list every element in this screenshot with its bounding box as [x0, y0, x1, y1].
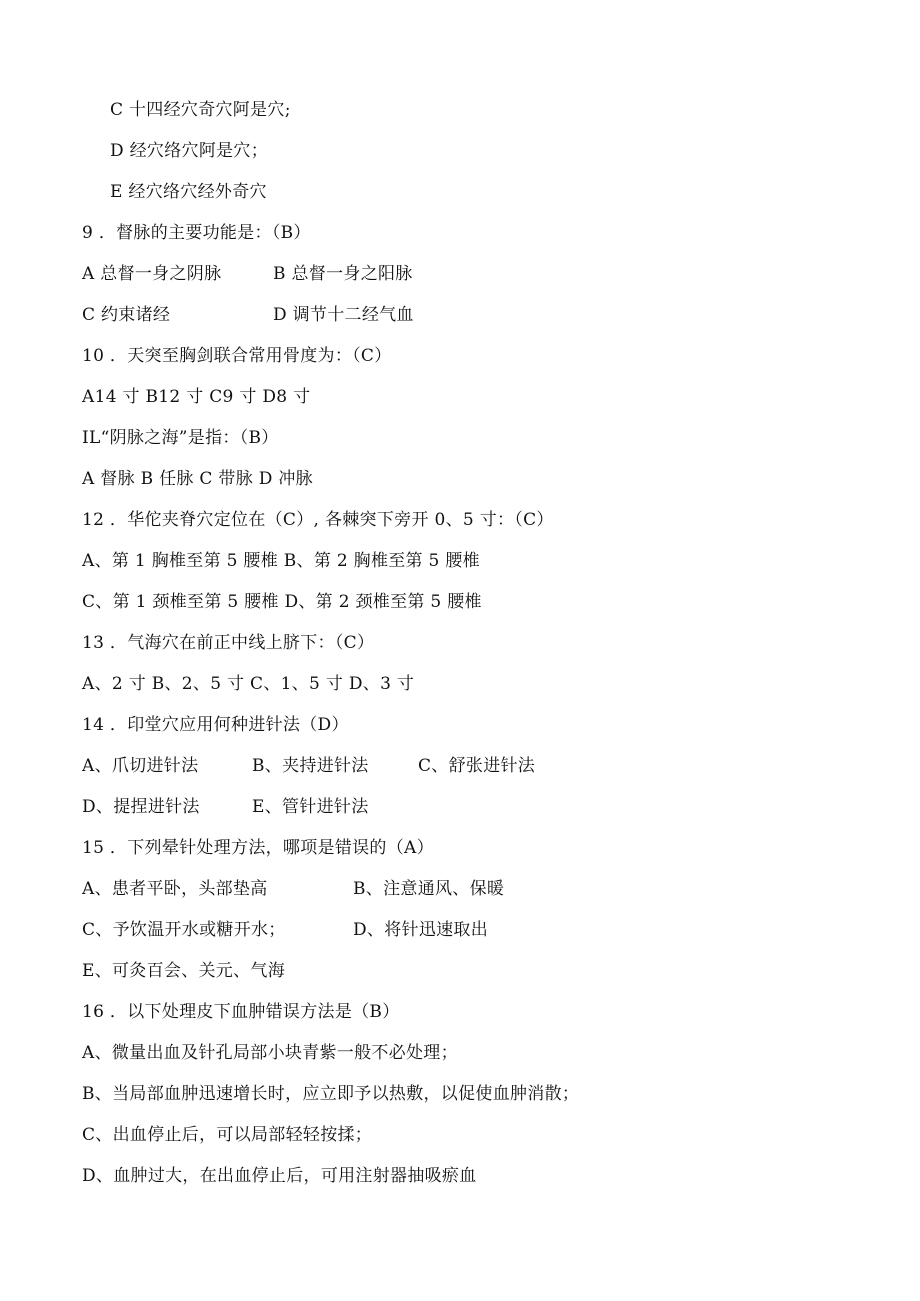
q14-option-c: C、舒张进针法: [418, 756, 536, 776]
q16-option-b: B、当局部血肿迅速增长时，应立即予以热敷，以促使血肿消散；: [82, 1084, 580, 1104]
q8-option-c: C 十四经穴奇穴阿是穴;: [110, 100, 291, 120]
q15-question: 15 ．下列晕针处理方法，哪项是错误的（A）: [82, 838, 434, 858]
q15-option-e: E、可灸百会、关元、气海: [82, 961, 286, 981]
q14-option-a: A、爪切进针法: [82, 756, 199, 776]
q14-option-b: B、夹持进针法: [252, 756, 369, 776]
q16-question: 16 ．以下处理皮下血肿错误方法是（B）: [82, 1002, 400, 1022]
q14-option-d: D、提捏进针法: [82, 797, 200, 817]
q9-option-d: D 调节十二经气血: [273, 305, 414, 325]
q15-option-a: A、患者平卧，头部垫高: [82, 879, 268, 899]
q13-options: A、2 寸 B、2、5 寸 C、1、5 寸 D、3 寸: [82, 674, 415, 694]
q8-option-e: E 经穴络穴经外奇穴: [110, 182, 267, 202]
q11-options: A 督脉 B 任脉 C 带脉 D 冲脉: [82, 469, 313, 489]
q14-option-e: E、管针进针法: [252, 797, 369, 817]
q8-option-d: D 经穴络穴阿是穴；: [110, 141, 269, 161]
q13-question: 13 ．气海穴在前正中线上脐下：（C）: [82, 633, 375, 653]
q12-options-ab: A、第 1 胸椎至第 5 腰椎 B、第 2 胸椎至第 5 腰椎: [82, 551, 480, 571]
q12-question: 12 ．华佗夹脊穴定位在（C）, 各棘突下旁开 0、5 寸：（C）: [82, 510, 554, 530]
q12-options-cd: C、第 1 颈椎至第 5 腰椎 D、第 2 颈椎至第 5 腰椎: [82, 592, 482, 612]
q15-option-d: D、将针迅速取出: [353, 920, 489, 940]
q10-question: 10 ．天突至胸剑联合常用骨度为：（C）: [82, 346, 392, 366]
q14-question: 14 ．印堂穴应用何种进针法（D）: [82, 715, 349, 735]
q11-question: IL“阴脉之海”是指：（B）: [82, 428, 279, 448]
q9-option-b: B 总督一身之阳脉: [273, 264, 413, 284]
q15-option-b: B、注意通风、保暖: [353, 879, 505, 899]
q16-option-c: C、出血停止后，可以局部轻轻按揉；: [82, 1125, 373, 1145]
q15-option-c: C、予饮温开水或糖开水；: [82, 920, 286, 940]
q16-option-a: A、微量出血及针孔局部小块青紫一般不必处理；: [82, 1043, 458, 1063]
q10-options: A14 寸 B12 寸 C9 寸 D8 寸: [82, 387, 311, 407]
q9-option-a: A 总督一身之阴脉: [82, 264, 222, 284]
q9-option-c: C 约束诸经: [82, 305, 171, 325]
q16-option-d: D、血肿过大，在出血停止后，可用注射器抽吸瘀血: [82, 1166, 477, 1186]
q9-question: 9 ．督脉的主要功能是：（B）: [82, 223, 311, 243]
